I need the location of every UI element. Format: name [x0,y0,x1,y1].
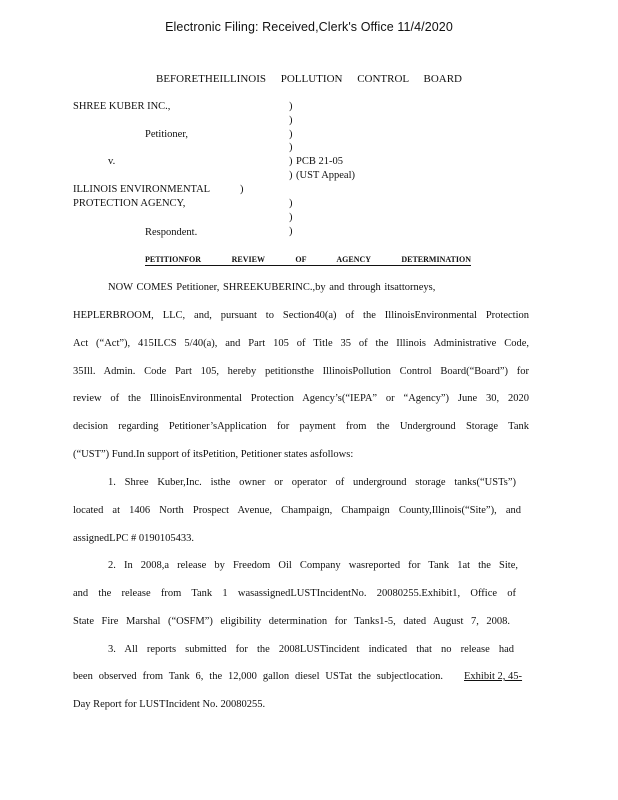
filing-header: Electronic Filing: Received,Clerk's Office 11/4/2020 [165,20,453,34]
caption-bracket: ) [289,212,293,223]
body-line: State Fire Marshal (“OSFM”) eligibility determination for Tanks1-5, dated August 7, 2008. [73,616,510,627]
body-line: 3. All reports submitted for the 2008LUSTincident indicated that no release had [108,644,514,655]
body-line: located at 1406 North Prospect Avenue, Champaign, Champaign County,Illinois(“Site”), and [73,505,521,516]
caption-bracket: ) [289,170,293,181]
caption-bracket: ) [289,226,293,237]
petition-title: PETITIONFOR REVIEW OF AGENCY DETERMINATION [145,255,471,264]
body-line: 1. Shree Kuber,Inc. isthe owner or operator of underground storage tanks(“USTs”) [108,477,516,488]
respondent-role: Respondent. [145,227,198,238]
versus: v. [108,156,116,167]
body-line: assignedLPC # 0190105433. [73,533,195,544]
body-line: been observed from Tank 6, the 12,000 gallon diesel USTat the subjectlocation. [73,671,443,682]
body-line: 2. In 2008,a release by Freedom Oil Company wasreported for Tank 1at the Site, [108,560,518,571]
case-number: PCB 21-05 [296,156,343,167]
body-line: review of the IllinoisEnvironmental Protection Agency’s(“IEPA” or “Agency”) June 30, 2020 [73,393,529,404]
court-title: BEFORETHEILLINOIS POLLUTION CONTROL BOARD [156,73,462,85]
case-type: (UST Appeal) [296,170,356,181]
body-line: 35Ill. Admin. Code Part 105, hereby petitionsthe IllinoisPollution Control Board(“Board”) for [73,366,529,377]
caption-bracket: ) [240,184,244,195]
caption-bracket: ) [289,101,293,112]
respondent-line-2: PROTECTION AGENCY, [73,198,186,209]
caption-bracket: ) [289,156,293,167]
petitioner-name: SHREE KUBER INC., [73,101,171,112]
caption-bracket: ) [289,142,293,153]
respondent-line-1: ILLINOIS ENVIRONMENTAL [73,184,211,195]
body-line: and the release from Tank 1 wasassignedLUSTIncidentNo. 20080255.Exhibit1, Office of [73,588,516,599]
caption-bracket: ) [289,129,293,140]
body-line: (“UST”) Fund.In support of itsPetition, Petitioner states asfollows: [73,449,354,460]
body-line: NOW COMES Petitioner, SHREEKUBERINC.,by and through itsattorneys, [108,282,436,293]
caption-bracket: ) [289,115,293,126]
body-line: HEPLERBROOM, LLC, and, pursuant to Section40(a) of the IllinoisEnvironmental Protection [73,310,529,321]
petitioner-role: Petitioner, [145,129,189,140]
exhibit-2-link[interactable]: Exhibit 2, 45- [464,671,523,682]
body-line: Act (“Act”), 415ILCS 5/40(a), and Part 105 of Title 35 of the Illinois Administrative Code, [73,338,529,349]
caption-bracket: ) [289,198,293,209]
body-line: Day Report for LUSTIncident No. 20080255. [73,699,266,710]
body-line: decision regarding Petitioner’sApplication for payment from the Underground Storage Tank [73,421,529,432]
